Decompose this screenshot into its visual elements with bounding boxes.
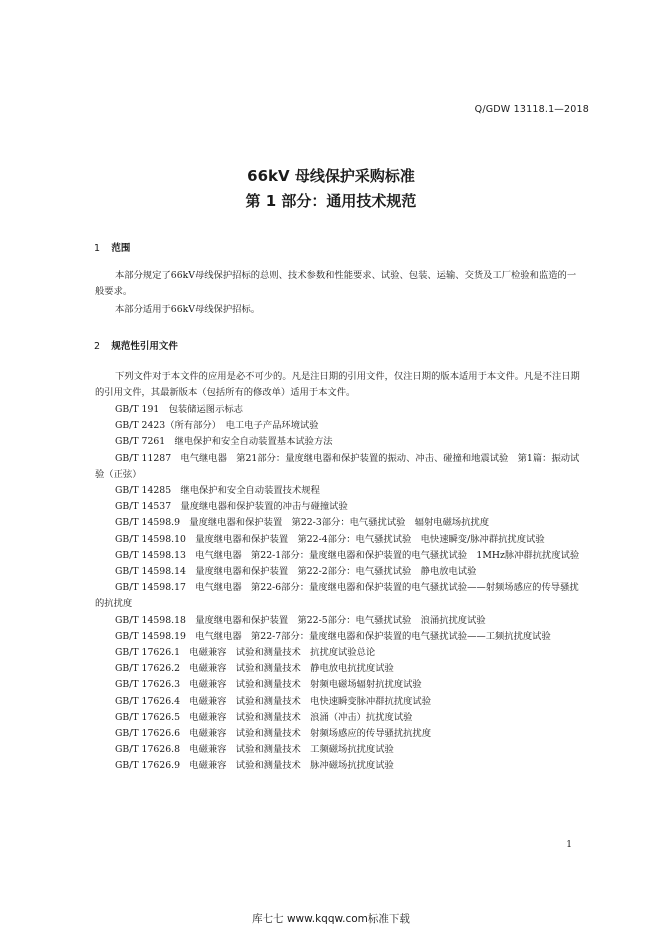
reference-item: GB/T 191 包装储运图示标志	[115, 404, 243, 415]
reference-item: GB/T 17626.8 电磁兼容 试验和测量技术 工频磁场抗扰度试验	[115, 744, 394, 756]
reference-item: GB/T 17626.6 电磁兼容 试验和测量技术 射频场感应的传导骚扰抗扰度	[115, 728, 432, 740]
reference-item: GB/T 17626.5 电磁兼容 试验和测量技术 浪涌（冲击）抗扰度试验	[115, 711, 413, 723]
section-heading-scope	[94, 240, 130, 254]
page-number: 1	[566, 840, 572, 850]
reference-item: GB/T 17626.2 电磁兼容 试验和测量技术 静电放电抗扰度试验	[115, 663, 394, 675]
reference-item: GB/T 7261 继电保护和安全自动装置基本试验方法	[115, 436, 333, 448]
section-number: 1	[94, 243, 101, 254]
reference-item: GB/T 14598.13 电气继电器 第22-1部分：量度继电器和保护装置的电气骚扰试验 1MHz脉冲群抗扰度试验	[115, 549, 580, 561]
section-heading-normative-references	[94, 338, 178, 352]
standard-code: Q/GDW 13118.1—2018	[474, 104, 589, 115]
reference-item: GB/T 17626.3 电磁兼容 试验和测量技术 射频电磁场辐射抗扰度试验	[115, 679, 422, 691]
scope-paragraph: 本部分规定了66kV母线保护招标的总则、技术参数和性能要求、试验、包装、运输、交货及工厂检验和监造的一般要求。	[95, 270, 577, 297]
reference-item: GB/T 14285 继电保护和安全自动装置技术规程	[115, 485, 320, 497]
reference-item: GB/T 17626.9 电磁兼容 试验和测量技术 脉冲磁场抗扰度试验	[115, 760, 394, 772]
document-title: 66kV 母线保护采购标准	[247, 167, 415, 185]
reference-item: GB/T 17626.4 电磁兼容 试验和测量技术 电快速瞬变脉冲群抗扰度试验	[115, 695, 432, 707]
section-number: 2	[94, 341, 101, 352]
scope-paragraph: 本部分适用于66kV母线保护招标。	[115, 304, 261, 315]
reference-item: GB/T 2423（所有部分） 电工电子产品环境试验	[115, 420, 319, 432]
document-subtitle: 第 1 部分：通用技术规范	[245, 192, 417, 210]
reference-list	[95, 402, 587, 775]
reference-item: GB/T 11287 电气继电器 第21部分：量度继电器和保护装置的振动、冲击、碰撞和地震试验 第1篇：振动试验（正弦）	[95, 452, 580, 480]
reference-item: GB/T 14598.9 量度继电器和保护装置 第22-3部分：电气骚扰试验 辐射电磁场抗扰度	[115, 517, 490, 529]
reference-item: GB/T 14598.18 量度继电器和保护装置 第22-5部分：电气骚扰试验 浪涌抗扰度试验	[115, 614, 486, 626]
references-intro: 下列文件对于本文件的应用是必不可少的。凡是注日期的引用文件，仅注日期的版本适用于本文件。凡是不注日期的引用文件，其最新版本（包括所有的修改单）适用于本文件。	[95, 371, 580, 398]
reference-item: GB/T 17626.1 电磁兼容 试验和测量技术 抗扰度试验总论	[115, 647, 376, 659]
section-title: 范围	[111, 243, 131, 254]
reference-item: GB/T 14598.10 量度继电器和保护装置 第22-4部分：电气骚扰试验 电快速瞬变/脉冲群抗扰度试验	[115, 533, 545, 545]
section-title: 规范性引用文件	[111, 341, 178, 352]
reference-item: GB/T 14598.19 电气继电器 第22-7部分：量度继电器和保护装置的电气骚扰试验——工频抗扰度试验	[115, 630, 551, 642]
reference-item: GB/T 14598.17 电气继电器 第22-6部分：量度继电器和保护装置的电气骚扰试验——射频场感应的传导骚扰的抗扰度	[95, 582, 579, 610]
footer-watermark: 库七七 www.kqqw.com标准下载	[252, 913, 410, 925]
reference-item: GB/T 14537 量度继电器和保护装置的冲击与碰撞试验	[115, 501, 348, 513]
reference-item: GB/T 14598.14 量度继电器和保护装置 第22-2部分：电气骚扰试验 静电放电试验	[115, 566, 477, 578]
